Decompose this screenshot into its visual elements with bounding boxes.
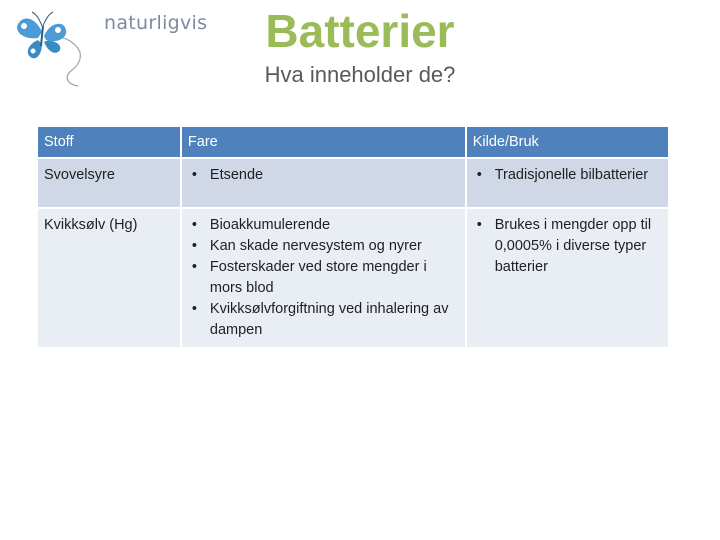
list-item: • Kvikksølvforgiftning ved inhalering av dampen bbox=[188, 299, 459, 341]
page-title bbox=[0, 5, 720, 57]
battery-table bbox=[36, 125, 670, 349]
list-item: • Bioakkumulerende bbox=[188, 215, 459, 236]
header-kilde: Kilde/Bruk bbox=[467, 127, 668, 157]
header-fare: Fare bbox=[182, 127, 465, 157]
title-text: Batterier bbox=[265, 5, 455, 57]
list-item: • Tradisjonelle bilbatterier bbox=[473, 165, 662, 186]
cell-stoff: Svovelsyre bbox=[38, 159, 180, 207]
list-item: • Etsende bbox=[188, 165, 459, 186]
table-row bbox=[38, 209, 668, 347]
logo-text: naturligvis bbox=[104, 12, 208, 34]
table-header-row bbox=[38, 127, 668, 157]
kilde-list bbox=[473, 165, 662, 186]
cell-stoff: Kvikksølv (Hg) bbox=[38, 209, 180, 347]
fare-list bbox=[188, 215, 459, 341]
cell-fare bbox=[182, 159, 465, 207]
kilde-list bbox=[473, 215, 662, 278]
cell-kilde bbox=[467, 209, 668, 347]
cell-fare bbox=[182, 209, 465, 347]
list-item: • Brukes i mengder opp til 0,0005% i diverse typer batterier bbox=[473, 215, 662, 278]
list-item: • Fosterskader ved store mengder i mors blod bbox=[188, 257, 459, 299]
table-row bbox=[38, 159, 668, 207]
list-item: • Kan skade nervesystem og nyrer bbox=[188, 236, 459, 257]
page-subtitle: Hva inneholder de? bbox=[264, 62, 456, 87]
header-stoff: Stoff bbox=[38, 127, 180, 157]
cell-kilde bbox=[467, 159, 668, 207]
fare-list bbox=[188, 165, 459, 186]
